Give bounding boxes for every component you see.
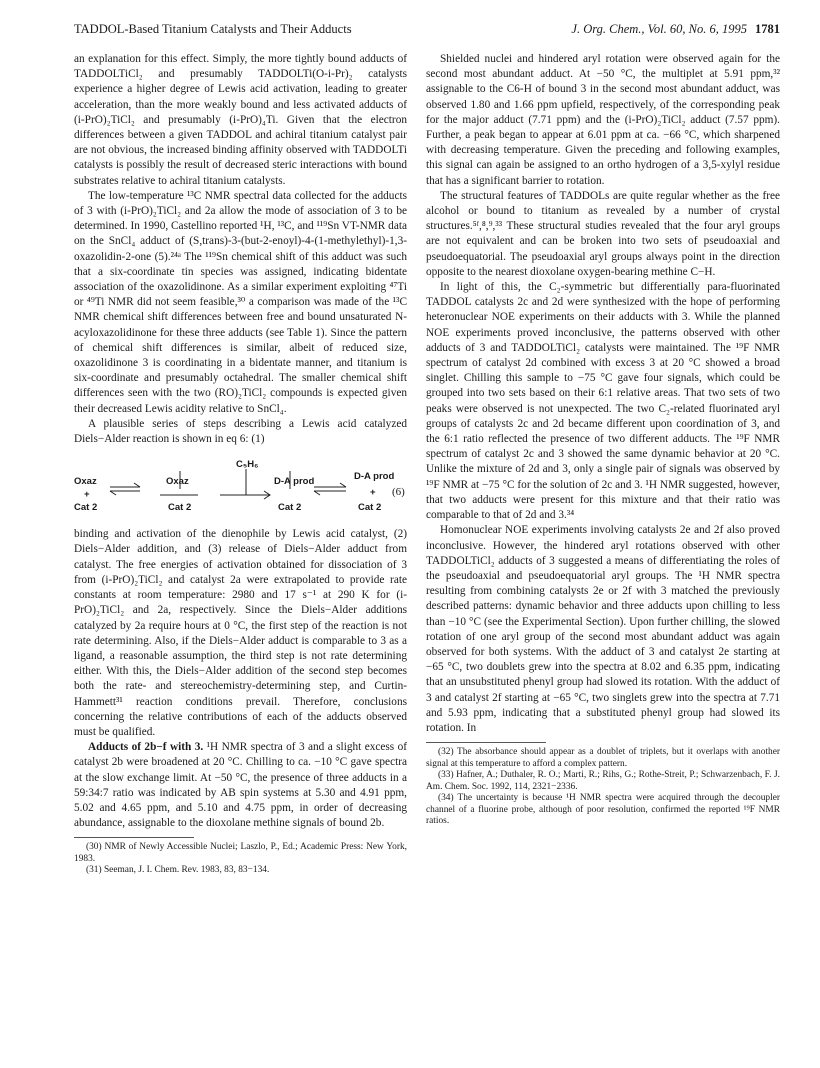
- paragraph: The low-temperature ¹³C NMR spectral data collected for the adducts of 3 with (i-PrO)₂TiCl₂ and 2a allow the mode of association of 3 to be determined. In 1990, Castellino reported ¹H, ¹³C, and ¹¹⁹Sn VT-NMR data on the SnCl₄ adduct of (S,trans)-3-(but-2-enoyl)-4-(1-methylethyl)-1,3-oxazolidin-2-one (5).²⁴ᵃ The ¹¹⁹Sn chemical shift of this adduct was such that a six-coordinate tin species was assigned, indicating bidentate association of the oxazolidinone. As a similar experiment exploiting ⁴⁷Ti or ⁴⁹Ti NMR did not seem feasible,³⁰ a comparison was made of the ¹³C NMR chemical shift differences between free and bound unsaturated N-acyloxazolidinone for these three adducts (see Table 1). Since the pattern of chemical shift differences is similar, albeit of reduced size, oxazolidinone 3 is coordinating in a bidentate manner, and titanium is six-coordinate and presumably octahedral. The smaller chemical shift differences seen with the two (RO)₂TiCl₂ compounds is expected given their decreased Lewis acidity relative to SnCl₄.: [74, 189, 407, 415]
- running-header: [74, 22, 780, 42]
- footnote: (34) The uncertainty is because ¹H NMR spectra were acquired through the decoupler channel of a fluorine probe, although of poor resolution, confirmed the reported ¹⁹F NMR ratios.: [426, 793, 780, 827]
- oxaz-label: Oxaz: [74, 476, 97, 488]
- free-catalyst-label: Cat 2: [358, 502, 382, 514]
- left-column: [74, 52, 407, 877]
- footnote: (30) NMR of Newly Accessible Nuclei; Laszlo, P., Ed.; Academic Press: New York, 1983.: [74, 842, 407, 864]
- paragraph: In light of this, the C₂-symmetric but differentially para-fluorinated TADDOL catalysts 2c and 2d were synthesized with the hope of performing heteronuclear NOE experiments on their adducts with 3. While the planned NOE experiments proved inconclusive, the patterns observed with other adducts of 3 and TADDOLTiCl₂ catalysts were maintained. The ¹⁹F NMR spectrum of catalyst 2d combined with excess 3 at 20 °C showed a broad singlet. Chilling this sample to −75 °C gave four signals, which could be grouped into two sets based on their 6:1 relative areas. That two sets of two peaks were observed is not unexpected. The two C₂-related fluorinated aryl groups of catalysts 2c and 2d became different upon coordination of 3, and the 6:1 ratio reflected the presence of two different adducts. The ¹⁹F NMR spectrum of catalyst 2c and 3 showed the same dynamic behavior at 20 °C. Unlike the mixture of 2d and 3, only a single pair of signals was observed by ¹⁹F NMR at −75 °C for the solution of 2c and 3. ¹H NMR suggested, however, that two adducts were present for this mixture and that their ratio was comparable to that of 2d and 3.³⁴: [426, 281, 780, 522]
- footnotes: [426, 747, 780, 828]
- plus-sign: +: [84, 489, 90, 501]
- footnote-rule: [74, 837, 194, 838]
- paragraph: A plausible series of steps describing a Lewis acid catalyzed Diels−Alder reaction is shown in eq 6: (1): [74, 417, 407, 446]
- cyclopentadiene-label: C₅H₆: [236, 459, 259, 471]
- paragraph: The structural features of TADDOLs are quite regular whether as the free alcohol or bound to titanium as revealed by a number of crystal structures.⁵ᶠ,⁸,⁹,³³ These structural studies revealed that the four aryl groups are not equivalent and can be broken into two sets of pseudoaxial and pseudoequatorial. The pseudoaxial aryl groups always point in the direction opposite to the nearest dioxolane oxygen-bearing methine C−H.: [426, 189, 780, 278]
- footnote-rule: [426, 742, 546, 743]
- footnote: (33) Hafner, A.; Duthaler, R. O.; Marti, R.; Rihs, G.; Rothe-Streit, P.; Schwarzenbach, F. J. Am. Chem. Soc. 1992, 114, 2321−2336.: [426, 770, 780, 792]
- equation-6-scheme: [74, 455, 407, 521]
- footnote: (31) Seeman, J. I. Chem. Rev. 1983, 83, 83−134.: [86, 865, 270, 876]
- journal-citation: [571, 22, 780, 37]
- running-title: TADDOL-Based Titanium Catalysts and Their Adducts: [74, 22, 352, 36]
- paragraph: [74, 740, 407, 831]
- footnotes: [74, 842, 407, 877]
- equation-number: (6): [392, 486, 405, 499]
- plus-sign-2: +: [370, 487, 376, 499]
- page-number: 1781: [755, 22, 780, 36]
- footnote: (32) The absorbance should appear as a doublet of triplets, but it overlaps with another signal at this temperature to afford a complex pattern.: [426, 747, 780, 769]
- right-column: [426, 52, 780, 828]
- paragraph: Homonuclear NOE experiments involving catalysts 2e and 2f also proved inconclusive. However, the hindered aryl rotations observed with other TADDOLTiCl₂ adducts of 3 suggested a means of differentiating the roles of the pseudoaxial and pseudoequatorial aryl groups. The ¹H NMR spectra resulting from combining catalysts 2e or 2f with 3 matched the previously described patterns: dynamic behavior and three adducts upon chilling to less than −10 °C (see the Experimental Section). Upon further chilling, the slowed rotation of one aryl group of the second most abundant adduct was again observed for both systems. With the adduct of 3 and catalyst 2e starting at −65 °C, two doublets grew into the spectra at 8.02 and 6.35 ppm, indicating that an unsubstituted phenyl group had slowed its rotation. With the adduct of 3 and catalyst 2f starting at −65 °C, two singlets grew into the spectra at 7.71 and 5.93 ppm, indicating that a substituted phenyl group had slowed its rotation. In: [426, 524, 780, 734]
- catalyst-label: Cat 2: [74, 502, 98, 514]
- bound-catalyst-label: Cat 2: [168, 502, 192, 514]
- bound-catalyst-label-2: Cat 2: [278, 502, 302, 514]
- paragraph: binding and activation of the dienophile by Lewis acid catalyst, (2) Diels−Alder addition, and (3) release of Diels−Alder adduct from catalyst. The free energies of activation obtained for dissociation of 3 from (i-PrO)₂TiCl₂ and catalyst 2a were extrapolated to provide rate constants at room temperature: 2980 and 17 s⁻¹ at 290 K for (i-PrO)₂TiCl₂ and 2a, respectively. Since the Diels−Alder additions catalyzed by 2a require hours at 0 °C, the first step of the reaction is not rate determining. Also, if the Diels−Alder adduct is comparable to 3 as a ligand, a reasonable assumption, the third step is not rate determining either. With this, the Diels−Alder addition of the second step becomes both the rate- and stereochemistry-determining step, and Curtin-Hammett³¹ reaction conditions prevail. Therefore, conclusions concerning the relative contributions of each of the adducts observed must be qualified.: [74, 528, 407, 738]
- paragraph-text: ¹H NMR spectra of 3 and a slight excess of catalyst 2b were broadened at 20 °C. Chilling to ca. −10 °C gave spectra at the slow exchange limit. At −50 °C, the presence of three adducts in a 59:34:7 ratio was indicated by AB spin systems at 5.30 and 4.91 ppm, 5.02 and 4.65 ppm, and 5.10 and 4.75 ppm, in order of decreasing abundance, assignable to the dioxolane methine signals of bound 2b.: [74, 741, 407, 830]
- paragraph: an explanation for this effect. Simply, the more tightly bound adducts of TADDOLTiCl₂ and presumably TADDOLTi(O-i-Pr)₂ catalysts experience a higher degree of Lewis acid activation, leading to greater acceleration, than the more weakly bound and less activated adducts of (i-PrO)₂TiCl₂ and presumably (i-PrO)₄Ti. Given that the electron differences between a given TADDOL and achiral titanium catalyst pair are not obvious, the increased binding affinity observed with TADDOLTi catalysts is possibly the result of decreased steric interactions with bound substrates relative to achiral titanium catalysts.: [74, 53, 407, 187]
- free-da-product-label: D-A prod: [354, 471, 395, 483]
- section-heading: Adducts of 2b−f with 3.: [88, 741, 204, 754]
- journal-name: J. Org. Chem., Vol. 60, No. 6, 1995: [571, 22, 747, 36]
- bound-oxaz-label: Oxaz: [166, 476, 189, 488]
- paragraph: Shielded nuclei and hindered aryl rotation were observed again for the second most abundant adduct. At −50 °C, the multiplet at 5.91 ppm,³² assignable to the C6-H of bound 3 in the second most abundant adduct, was observed 1.80 and 1.66 ppm upfield, respectively, of the corresponding peak for the major adduct (7.71 ppm) and the (i-PrO)₂TiCl₂ adduct (7.57 ppm). Further, a peak began to appear at 6.01 ppm at ca. −66 °C, which sharpened with decreasing temperature. Given the preceding and following examples, this signal can again be assigned to an ortho hydrogen of a 3,5-xylyl residue that has a significant barrier to rotation.: [426, 53, 780, 187]
- da-product-label: D-A prod: [274, 476, 315, 488]
